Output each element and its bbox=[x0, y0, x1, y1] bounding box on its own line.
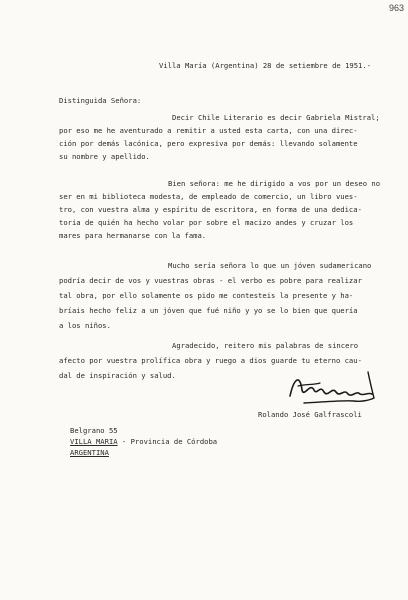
paragraph-1-line-3: ción por demás lacónica, pero expresiva por demás: llevando solamente bbox=[59, 139, 358, 148]
paragraph-1-line-2: por eso me he aventurado a remitir a usted esta carta, con una direc- bbox=[59, 126, 358, 135]
handwritten-signature bbox=[284, 368, 394, 408]
paragraph-3-line-1: Mucho sería señora lo que un jóven sudamericano bbox=[168, 261, 372, 270]
paragraph-3-line-4: bríais hecho feliz a un jóven que fué niño y yo se lo bien que quería bbox=[59, 306, 358, 315]
paragraph-2-line-1: Bien señora: me he dirigido a vos por un deseo no bbox=[168, 179, 381, 188]
paragraph-2-line-2: ser en mi biblioteca modesta, de empleado de comercio, un libro vues- bbox=[59, 192, 358, 201]
paragraph-3-line-3: tal obra, por ello solamente os pido me contesteis la presente y ha- bbox=[59, 291, 354, 300]
paragraph-1-line-4: su nombre y apellido. bbox=[59, 152, 150, 161]
paragraph-3-line-2: podría decir de vos y vuestras obras - el verbo es pobre para realizar bbox=[59, 276, 362, 285]
archive-number: 963 bbox=[389, 3, 405, 13]
address-street: Belgrano 55 bbox=[70, 426, 118, 435]
paragraph-1-line-1: Decir Chile Literario es decir Gabriela Mistral; bbox=[172, 113, 380, 122]
paragraph-4-line-3: dal de inspiración y salud. bbox=[59, 371, 176, 380]
paragraph-2-line-5: mares para hermanarse con la fama. bbox=[59, 231, 207, 240]
address-city: VILLA MARIA bbox=[70, 437, 118, 446]
address-province: - Provincia de Córdoba bbox=[117, 437, 218, 446]
signer-name: Rolando José Galfrascoli bbox=[258, 410, 362, 419]
address-country: ARGENTINA bbox=[70, 448, 109, 457]
paragraph-2-line-3: tro, con vuestra alma y espíritu de escritora, en forma de una dedica- bbox=[59, 205, 362, 214]
salutation: Distinguida Señora: bbox=[59, 96, 142, 105]
paragraph-3-line-5: a los niños. bbox=[59, 321, 111, 330]
dateline: Villa María (Argentina) 28 de setiembre de 1951.- bbox=[159, 61, 372, 70]
paragraph-2-line-4: toria de quién ha hecho volar por sobre el macizo andes y cruzar los bbox=[59, 218, 354, 227]
paragraph-4-line-1: Agradecido, reitero mis palabras de sincero bbox=[172, 341, 359, 350]
paragraph-4-line-2: afecto por vuestra prolífica obra y ruego a dios guarde tu eterno cau- bbox=[59, 356, 362, 365]
